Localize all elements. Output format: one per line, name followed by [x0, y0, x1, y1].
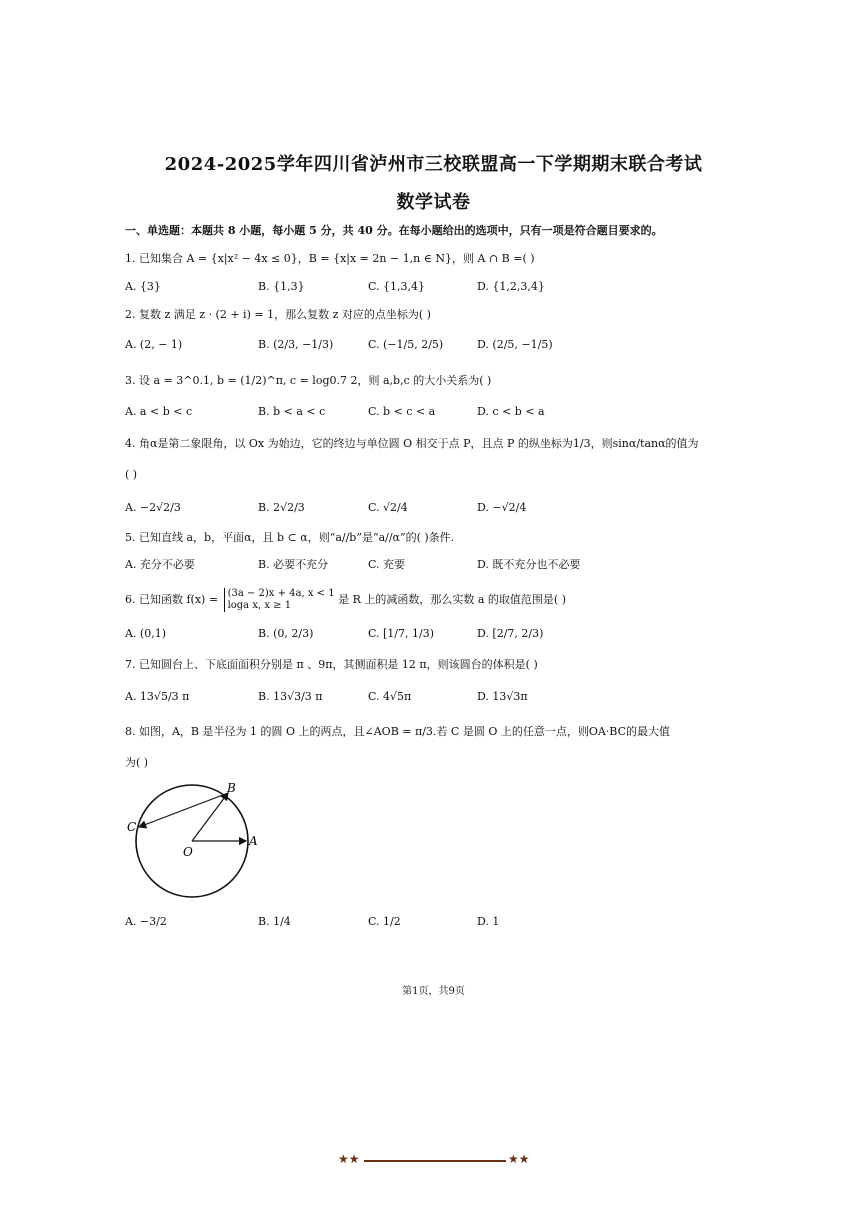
q4-option-c: C. √2/4 [368, 501, 408, 514]
q1-option-b: B. {1,3} [258, 280, 305, 293]
q8-option-b: B. 1/4 [258, 915, 291, 928]
question-4-stem-cont: ( ) [125, 468, 138, 481]
q6-piece-2: loga x, x ≥ 1 [227, 600, 292, 611]
q7-option-d: D. 13√3π [477, 690, 528, 703]
q2-option-d: D. (2/5, −1/5) [477, 338, 553, 351]
q8-option-c: C. 1/2 [368, 915, 401, 928]
star-icon-right: ★★ [508, 1152, 530, 1166]
circle-figure [125, 778, 275, 903]
q2-option-a: A. (2, − 1) [125, 338, 183, 351]
q8-option-d: D. 1 [477, 915, 500, 928]
footer-ornament [338, 1152, 533, 1168]
label-b: B [227, 781, 236, 795]
exam-subtitle: 数学试卷 [396, 192, 471, 213]
q4-option-b: B. 2√2/3 [258, 501, 305, 514]
q5-option-a: A. 充分不必要 [125, 558, 195, 571]
label-o: O [183, 845, 193, 859]
q1-option-d: D. {1,2,3,4} [477, 280, 545, 293]
q5-option-c: C. 充要 [368, 558, 406, 571]
q7-option-a: A. 13√5/3 π [125, 690, 190, 703]
q3-option-c: C. b < c < a [368, 405, 436, 418]
q3-option-a: A. a < b < c [125, 405, 193, 418]
page-number: 第1页，共9页 [402, 986, 465, 997]
q6-option-c: C. [1/7, 1/3) [368, 627, 434, 640]
q1-option-a: A. {3} [125, 280, 161, 293]
q4-option-d: D. −√2/4 [477, 501, 527, 514]
question-6-stem [125, 588, 566, 612]
q7-option-b: B. 13√3/3 π [258, 690, 323, 703]
q6-piece-1: (3a − 2)x + 4a, x < 1 [227, 588, 335, 599]
label-a: A [249, 834, 258, 848]
question-8-stem: 8. 如图，A，B 是半径为 1 的圆 O 上的两点，且∠AOB = π/3.若 C 是圆 O 上的任意一点，则OA·BC的最大值 [125, 725, 671, 738]
q5-option-d: D. 既不充分也不必要 [477, 558, 581, 571]
q6-option-b: B. (0, 2/3) [258, 627, 314, 640]
q1-option-c: C. {1,3,4} [368, 280, 426, 293]
q2-option-b: B. (2/3, −1/3) [258, 338, 334, 351]
ornament-line [364, 1160, 506, 1162]
question-4-stem: 4. 角α是第二象限角，以 Ox 为始边，它的终边与单位圆 O 相交于点 P，且点 P 的纵坐标为1/3，则sinα/tanα的值为 [125, 437, 699, 450]
question-2-stem: 2. 复数 z 满足 z · (2 + i) = 1，那么复数 z 对应的点坐标为( ) [125, 308, 431, 321]
q6-option-a: A. (0,1) [125, 627, 167, 640]
q3-option-d: D. c < b < a [477, 405, 545, 418]
q4-option-a: A. −2√2/3 [125, 501, 181, 514]
section-heading: 一、单选题：本题共 8 小题，每小题 5 分，共 40 分。在每小题给出的选项中，只有一项是符合题目要求的。 [125, 224, 663, 237]
question-5-stem: 5. 已知直线 a，b，平面α，且 b ⊂ α，则“a//b”是“a//α”的( )条件. [125, 531, 455, 544]
exam-title: 2024-2025学年四川省泸州市三校联盟高一下学期期末联合考试 [164, 154, 703, 175]
label-c: C [127, 820, 137, 834]
q5-option-b: B. 必要不充分 [258, 558, 329, 571]
q6-stem-lead: 6. 已知函数 f(x) = [125, 593, 219, 606]
q6-piecewise [224, 588, 335, 612]
q7-option-c: C. 4√5π [368, 690, 412, 703]
question-1-stem: 1. 已知集合 A = {x|x² − 4x ≤ 0}，B = {x|x = 2n − 1,n ∈ N}，则 A ∩ B =( ) [125, 252, 535, 265]
question-3-stem: 3. 设 a = 3^0.1, b = (1/2)^π, c = log0.7 2，则 a,b,c 的大小关系为( ) [125, 374, 492, 387]
q2-option-c: C. (−1/5, 2/5) [368, 338, 444, 351]
star-icon-left: ★★ [338, 1152, 360, 1166]
q8-option-a: A. −3/2 [125, 915, 167, 928]
q6-option-d: D. [2/7, 2/3) [477, 627, 544, 640]
question-8-stem-cont: 为( ) [125, 756, 149, 769]
q3-option-b: B. b < a < c [258, 405, 326, 418]
question-7-stem: 7. 已知圆台上、下底面面积分别是 π 、9π，其侧面积是 12 π，则该圆台的体积是( ) [125, 658, 538, 671]
q6-stem-tail: 是 R 上的减函数，那么实数 a 的取值范围是( ) [338, 593, 566, 606]
